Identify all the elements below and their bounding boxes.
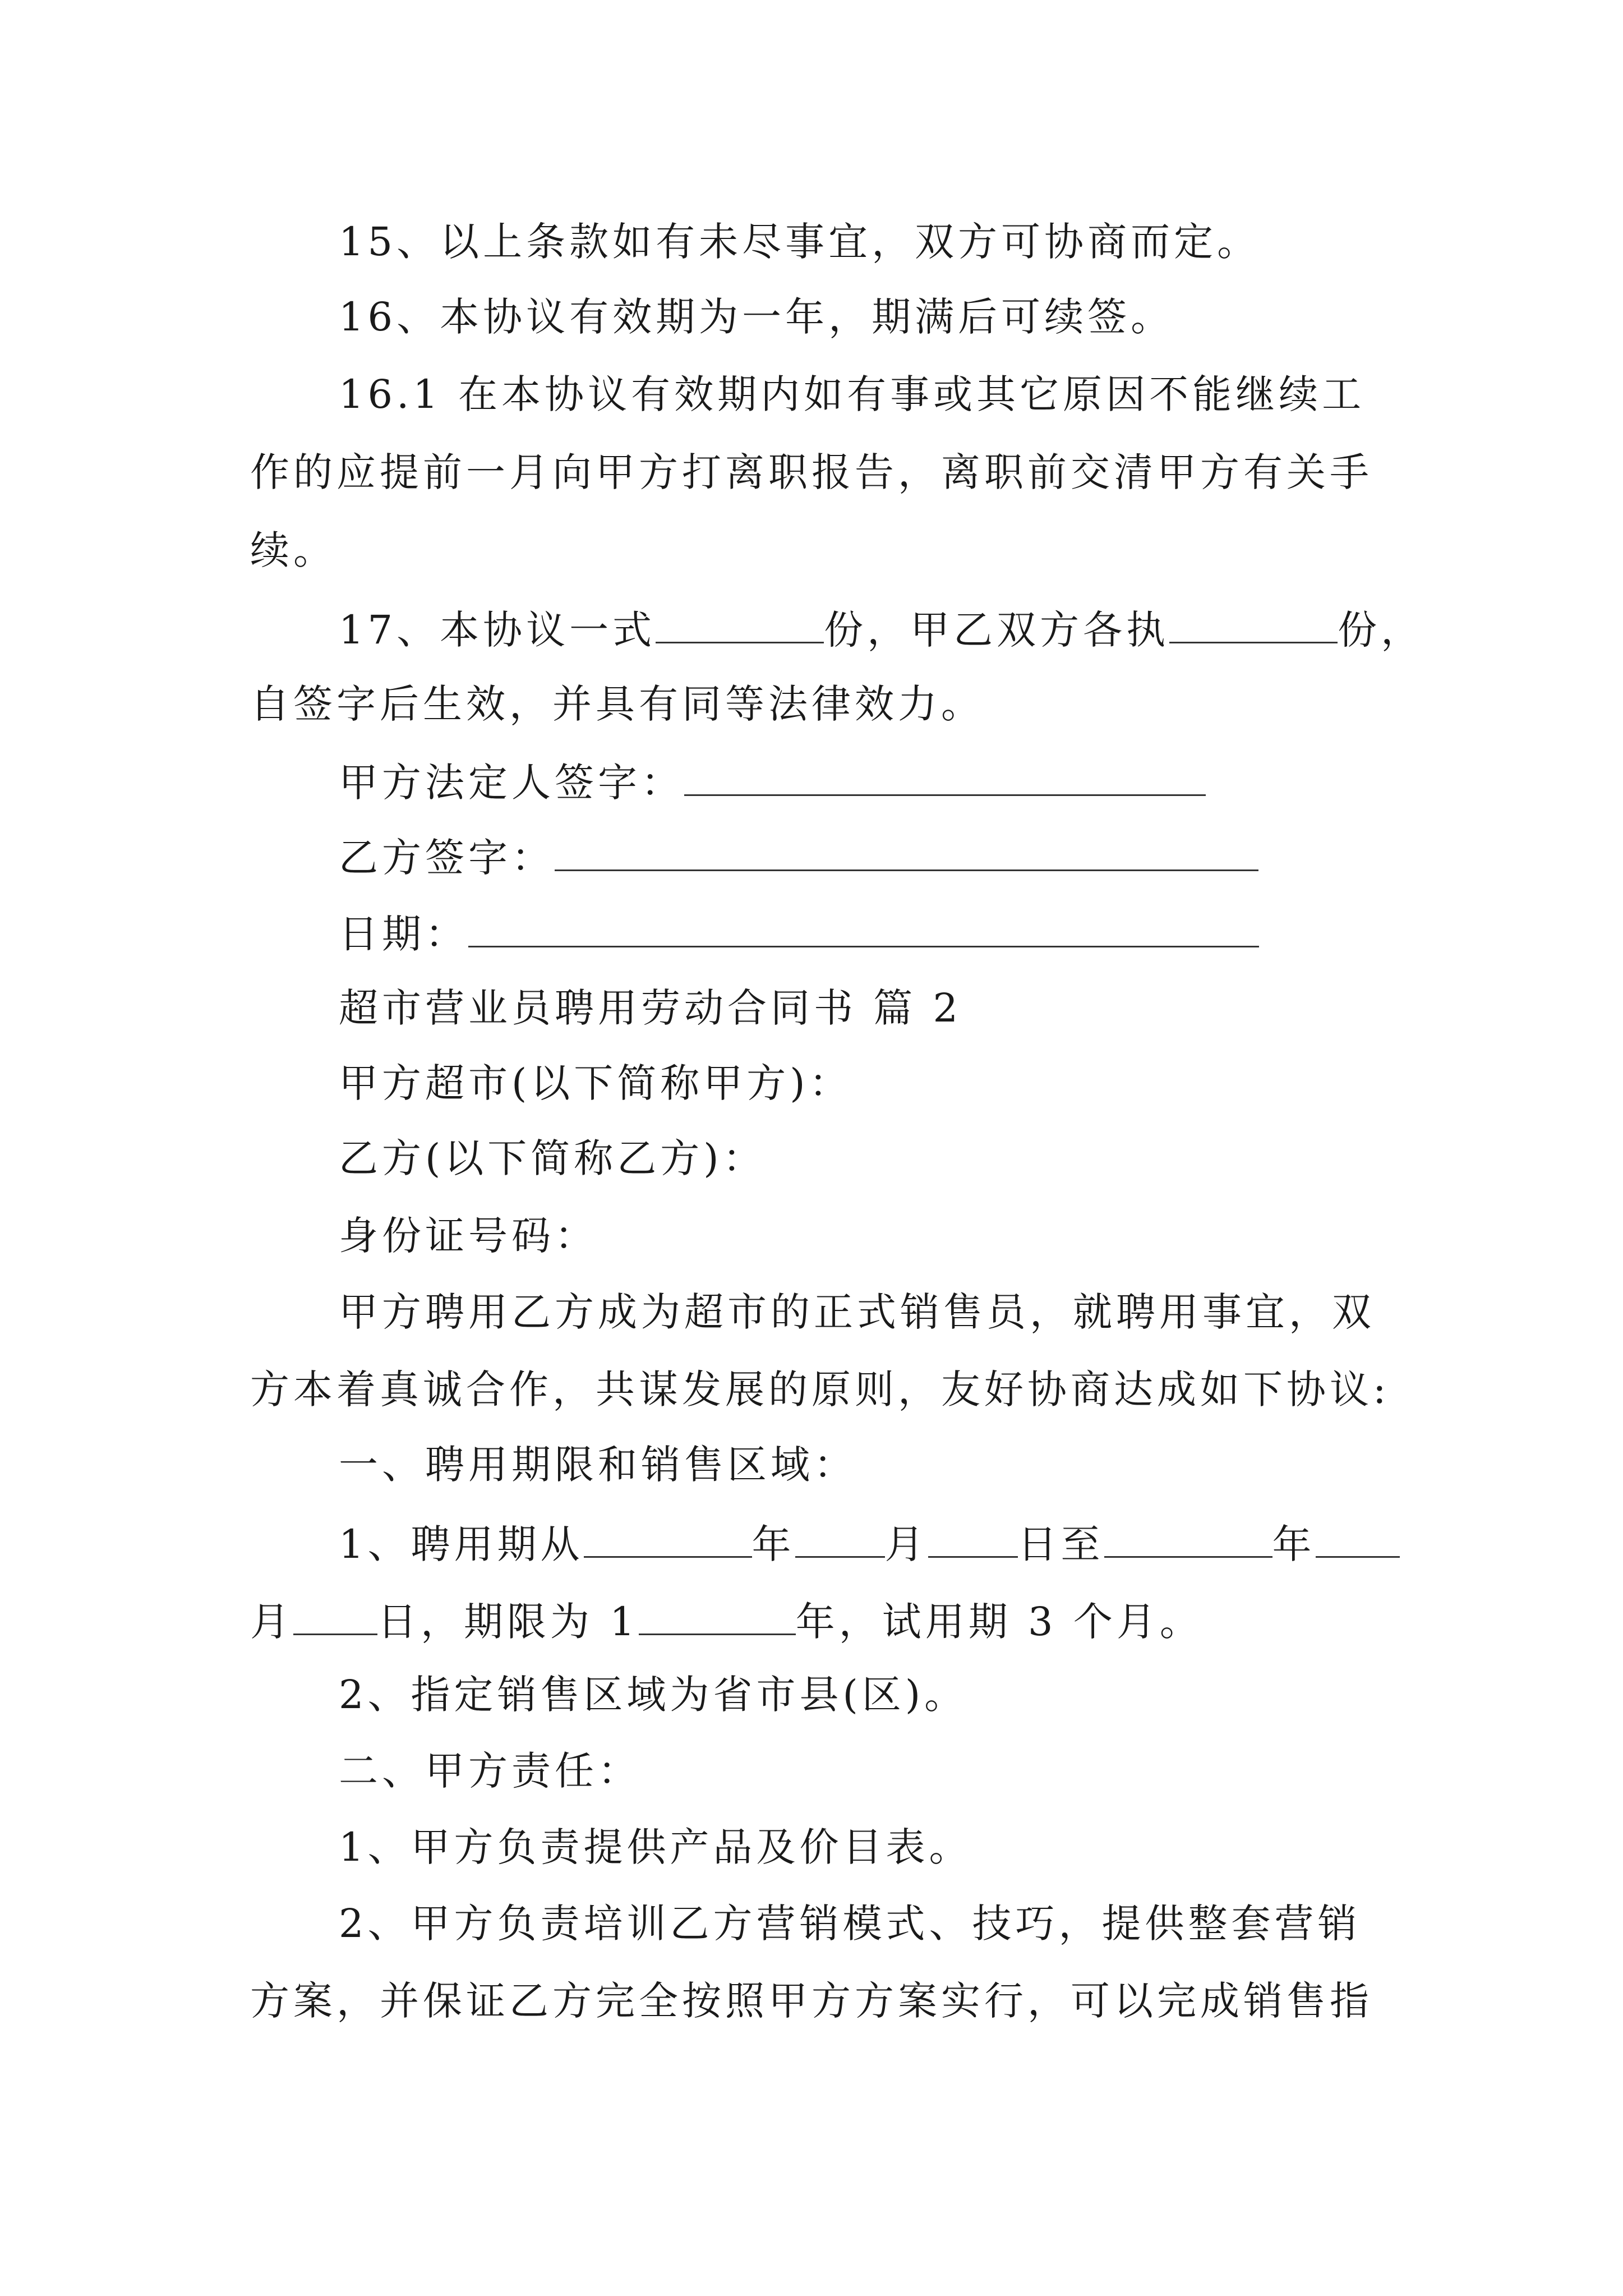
end-year-blank [1104, 1521, 1272, 1558]
clause-17-line-2: 自签字后生效，并具有同等法律效力。 [250, 681, 984, 727]
copies-each-blank [1169, 607, 1338, 643]
clause-16: 16、本协议有效期为一年，期满后可续签。 [339, 294, 1174, 340]
party-b-signature-line [555, 836, 1258, 871]
end-month-blank [1316, 1521, 1400, 1558]
duty-2-line-2: 方案，并保证乙方完全按照甲方方案实行，可以完成销售指 [250, 1978, 1373, 2024]
preamble-line-2: 方本着真诚合作，共谋发展的原则，友好协商达成如下协议: [250, 1366, 1390, 1412]
term-probation-label: 年，试用期 3 个月。 [795, 1599, 1203, 1645]
party-a-signature-label: 甲方法定人签字： [339, 760, 684, 806]
term-day-to-label: 日至 [1017, 1521, 1104, 1567]
party-b-signature-label: 乙方签字： [339, 835, 555, 881]
heading-party-a-duties: 二、甲方责任： [339, 1748, 641, 1794]
start-year-blank [584, 1521, 752, 1558]
term-prefix: 1、聘用期从 [339, 1521, 584, 1567]
date-line [468, 912, 1259, 947]
party-b-intro: 乙方(以下简称乙方)： [339, 1135, 766, 1181]
heading-term-region: 一、聘用期限和销售区域： [339, 1442, 857, 1488]
date-signature [339, 911, 1259, 957]
clause-17-part-1: 17、本协议一式 [339, 607, 656, 653]
clause-16-1-line-1: 16.1 在本协议有效期内如有事或其它原因不能继续工 [339, 371, 1366, 417]
end-day-blank [293, 1599, 377, 1635]
term-month-label: 月 [884, 1521, 928, 1567]
party-a-signature-line [684, 761, 1206, 796]
date-label: 日期： [339, 911, 468, 957]
party-b-signature [339, 835, 1258, 881]
duty-2-line-1: 2、甲方负责培训乙方营销模式、技巧，提供整套营销 [339, 1901, 1361, 1947]
party-a-signature [339, 760, 1206, 806]
term-duration-label: 日，期限为 1 [377, 1599, 639, 1645]
term-year2-label: 年 [1272, 1521, 1316, 1567]
clause-16-1-line-2: 作的应提前一月向甲方打离职报告，离职前交清甲方有关手 [250, 449, 1373, 495]
clause-17-part-2: 份，甲乙双方各执 [824, 607, 1170, 653]
start-day-blank [928, 1521, 1018, 1558]
clause-16-1-line-3: 续。 [250, 527, 336, 573]
preamble-line-1: 甲方聘用乙方成为超市的正式销售员，就聘用事宜，双 [339, 1289, 1375, 1335]
clause-17-line-1 [339, 607, 1424, 653]
duration-blank [639, 1599, 796, 1635]
start-month-blank [795, 1521, 885, 1558]
term-year-label: 年 [751, 1521, 795, 1567]
term-line-2 [250, 1599, 1203, 1645]
duty-1: 1、甲方负责提供产品及价目表。 [339, 1824, 972, 1870]
term-line-1 [339, 1521, 1400, 1567]
id-number: 身份证号码： [339, 1213, 598, 1259]
clause-17-part-3: 份， [1338, 607, 1424, 653]
sales-region: 2、指定销售区域为省市县(区)。 [339, 1672, 968, 1718]
clause-15: 15、以上条款如有未尽事宜，双方可协商而定。 [339, 219, 1261, 265]
party-a-intro: 甲方超市(以下简称甲方)： [339, 1060, 852, 1106]
term-month2-label: 月 [250, 1599, 293, 1645]
section-title: 超市营业员聘用劳动合同书 篇 2 [339, 985, 962, 1031]
copies-total-blank [656, 607, 824, 643]
